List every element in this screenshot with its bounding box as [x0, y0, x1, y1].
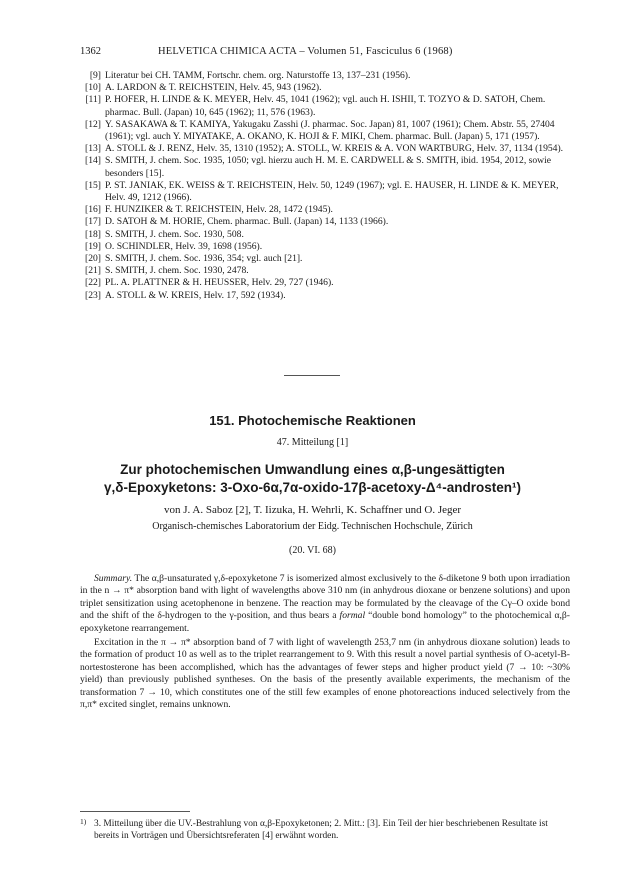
reference-text: Y. SASAKAWA & T. KAMIYA, Yakugaku Zasshi (J. pharmac. Soc. Japan) 81, 1007 (1961); Chem. Abstr. 55, 27404 (1961); vgl. auch Y. MIYATAKE, A. OKANO, K. HOJI & F. MIKI, Chem. pharmac. Bull. (Japan) 5, 171 (1957).: [105, 118, 555, 143]
reference-number: [21]: [85, 265, 101, 277]
abstract-text: “double bond homology” to the photochemical α,β-epoxyketone rearrangement.: [80, 610, 570, 634]
reference-text: D. SATOH & M. HORIE, Chem. pharmac. Bull. (Japan) 14, 1133 (1966).: [105, 216, 389, 228]
abstract-paragraph: [80, 573, 570, 635]
footnote-text: 3. Mitteilung über die UV.-Bestrahlung von α,β-Epoxyketonen; 2. Mitt.: [3]. Ein Teil der hier beschriebenen Resultate ist bereits in Vorträgen und Übersichtsreferaten [4] erwähnt worden.: [94, 819, 548, 841]
reference-number: [10]: [85, 82, 101, 94]
abstract-text: The α,β-unsaturated γ,δ-epoxyketone 7 is isomerized almost exclusively to the δ-diketone 9 both upon irradiation in the n → π* absorption band with light of wavelengths above 310 nm (in anhydrous dioxane or benzene solutions) and upon triplet sensitization using acetophenone in benzene. The reaction may be formulated by the cleavage of the Cγ–O oxide bond and the shift of the δ-hydrogen to the γ-position, and thus bears a: [80, 573, 570, 622]
reference-number: [16]: [85, 204, 101, 216]
reference-number: [17]: [85, 216, 101, 228]
reference-text: S. SMITH, J. chem. Soc. 1930, 508.: [105, 228, 244, 240]
footnote: [80, 818, 570, 842]
article-heading: 151. Photochemische Reaktionen: [209, 413, 416, 428]
abstract-paragraph: Excitation in the π → π* absorption band of 7 with light of wavelength 253,7 nm (in anhydrous dioxane solution) leads to the formation of product 10 as well as to the triplet rearrangement to 9. With this result a novel partial synthesis of O-acetyl-B-nortestosterone has been accomplished, which has the advantages of fewer steps and higher product yield (7 → 10: ~30% yield) than previously published syntheses. On the basis of the presently available experiments, the mechanism of the transformation 7 → 10, which constitutes one of the still few examples of enone photoreactions induced selectively from the π,π* excited singlet, remains unknown.: [80, 637, 570, 711]
reference-item: [80, 155, 570, 179]
reference-list: [80, 70, 570, 302]
reference-number: [22]: [85, 277, 101, 289]
page-number: 1362: [80, 46, 101, 57]
reference-item: [80, 229, 570, 241]
reference-item: [80, 143, 570, 155]
article-title: [60, 461, 565, 497]
reference-number: [19]: [85, 240, 101, 252]
article-series: 47. Mitteilung [1]: [276, 437, 349, 448]
reference-number: [9]: [89, 70, 101, 81]
running-head: HELVETICA CHIMICA ACTA – Volumen 51, Fasciculus 6 (1968): [158, 46, 453, 57]
reference-item: [80, 204, 570, 216]
reference-number: [13]: [85, 143, 101, 155]
reference-item: [80, 94, 570, 118]
reference-item: [80, 290, 570, 302]
reference-text: P. ST. JANIAK, EK. WEISS & T. REICHSTEIN, Helv. 50, 1249 (1967); vgl. E. HAUSER, H. LINDE & K. MEYER, Helv. 49, 1212 (1966).: [105, 179, 559, 204]
abstract: [80, 573, 570, 713]
reference-item: [80, 277, 570, 289]
reference-item: [80, 180, 570, 204]
reference-text: Literatur bei CH. TAMM, Fortschr. chem. org. Naturstoffe 13, 137–231 (1956).: [105, 70, 411, 81]
reference-text: A. STOLL & J. RENZ, Helv. 35, 1310 (1952); A. STOLL, W. KREIS & A. VON WARTBURG, Helv. 37, 1134 (1954).: [105, 143, 564, 155]
reference-text: P. HOFER, H. LINDE & K. MEYER, Helv. 45, 1041 (1962); vgl. auch H. ISHII, T. TOZYO & D. SATOH, Chem. pharmac. Bull. (Japan) 10, 645 (1962); 11, 576 (1963).: [105, 94, 546, 118]
reference-item: [80, 241, 570, 253]
reference-number: [11]: [85, 94, 101, 106]
reference-number: [20]: [85, 253, 101, 265]
reference-text: S. SMITH, J. chem. Soc. 1935, 1050; vgl. hierzu auch H. M. E. CARDWELL & S. SMITH, ibid. 1954, 2012, sowie besonders [15].: [105, 155, 551, 179]
reference-text: A. STOLL & W. KREIS, Helv. 17, 592 (1934).: [105, 289, 286, 301]
reference-text: F. HUNZIKER & T. REICHSTEIN, Helv. 28, 1472 (1945).: [105, 204, 333, 216]
article-authors: von J. A. Saboz [2], T. Iizuka, H. Wehrli, K. Schaffner und O. Jeger: [163, 504, 462, 516]
footnote-divider: [80, 811, 190, 812]
reference-text: O. SCHINDLER, Helv. 39, 1698 (1956).: [105, 240, 263, 252]
article-title-line: Zur photochemischen Umwandlung eines α,β-ungesättigten: [120, 462, 505, 477]
article-date: (20. VI. 68): [288, 545, 337, 556]
reference-item: [80, 70, 570, 82]
reference-text: S. SMITH, J. chem. Soc. 1930, 2478.: [105, 265, 249, 277]
abstract-emphasis: formal: [339, 610, 366, 622]
reference-number: [12]: [85, 118, 101, 130]
reference-number: [14]: [85, 155, 101, 167]
reference-item: [80, 82, 570, 94]
reference-item: [80, 265, 570, 277]
reference-item: [80, 119, 570, 143]
abstract-label: Summary.: [94, 573, 133, 584]
reference-text: PL. A. PLATTNER & H. HEUSSER, Helv. 29, 727 (1946).: [105, 277, 334, 289]
reference-number: [23]: [85, 289, 101, 301]
reference-item: [80, 216, 570, 228]
reference-item: [80, 253, 570, 265]
reference-number: [18]: [85, 228, 101, 240]
footnote-mark: 1): [80, 817, 87, 826]
reference-text: A. LARDON & T. REICHSTEIN, Helv. 45, 943 (1962).: [105, 82, 322, 94]
section-divider: [284, 375, 340, 376]
reference-number: [15]: [85, 179, 101, 191]
reference-text: S. SMITH, J. chem. Soc. 1936, 354; vgl. auch [21].: [105, 253, 303, 265]
article-affiliation: Organisch-chemisches Laboratorium der Eidg. Technischen Hochschule, Zürich: [152, 521, 473, 532]
article-title-line: γ,δ-Epoxyketons: 3-Oxo-6α,7α-oxido-17β-acetoxy-Δ⁴-androsten¹): [104, 480, 521, 495]
